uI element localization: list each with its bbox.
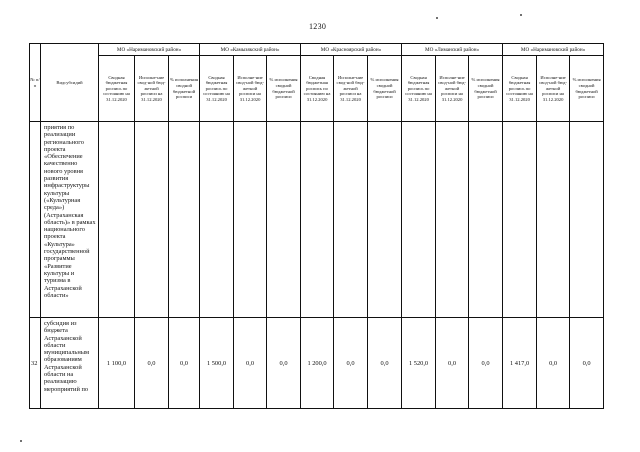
budget-list-cell: 1 520,0 <box>402 318 436 409</box>
row-number: 32 <box>30 318 41 409</box>
percent-cell <box>469 122 503 318</box>
percent-cell <box>570 122 604 318</box>
budget-list-header: Сводная бюджетная роспись по состоянию на 31.12.2020 <box>203 74 230 102</box>
budget-list-header: Сводная бюджетная роспись по состоянию на 31.12.2020 <box>506 74 533 102</box>
execution-cell <box>334 122 368 318</box>
percent-cell: 0,0 <box>368 318 402 409</box>
execution-cell: 0,0 <box>135 318 169 409</box>
budget-list-cell: 1 200,0 <box>301 318 334 409</box>
district-header: МО «Лиманский район» <box>402 44 503 56</box>
execution-cell: 0,0 <box>537 318 570 409</box>
header-row-districts <box>30 44 604 56</box>
percent-cell <box>267 122 301 318</box>
percent-header: % исполнения сводной бюджетной росписи <box>170 77 199 100</box>
execution-cell <box>135 122 169 318</box>
budget-list-cell <box>402 122 436 318</box>
percent-header: % исполнения сводной бюджетной росписи <box>471 77 500 100</box>
page-number: 1230 <box>309 22 327 31</box>
header-row-metrics <box>30 56 604 122</box>
budget-list-header: Сводная бюджетная роспись по состоянию на 31.12.2020 <box>103 74 130 102</box>
scan-speck <box>436 17 438 19</box>
execution-header: Исполне-ние свод-ной бюд-жетной росписи на 31.12.2020 <box>336 74 365 102</box>
row-description: субсидия из бюджета Астраханской области муниципальным образованиям Астраханской области на реализацию мероприятий по <box>41 318 99 409</box>
table-row <box>30 122 604 318</box>
budget-list-cell <box>99 122 135 318</box>
district-header: МО «Наримановский район» <box>99 44 200 56</box>
scan-speck <box>20 440 22 442</box>
percent-header: % исполнения сводной бюджетной росписи <box>370 77 399 100</box>
percent-cell: 0,0 <box>267 318 301 409</box>
budget-list-header: Сводная бюджетная роспись по состоянию на 31.12.2020 <box>405 74 432 102</box>
execution-cell <box>537 122 570 318</box>
execution-cell <box>436 122 469 318</box>
execution-header: Исполне-ние свод-ной бюд-жетной росписи на 31.12.2020 <box>438 74 467 102</box>
execution-cell <box>234 122 267 318</box>
budget-list-header: Сводная бюджетная роспись по состоянию на 31.12.2020 <box>303 74 331 102</box>
execution-header: Исполне-ние свод-ной бюд-жетной росписи на 31.12.2020 <box>539 74 568 102</box>
budget-list-cell <box>301 122 334 318</box>
percent-header: % исполнения сводной бюджетной росписи <box>572 77 601 100</box>
execution-cell: 0,0 <box>234 318 267 409</box>
scan-speck <box>520 14 522 16</box>
budget-list-cell <box>200 122 234 318</box>
percent-cell: 0,0 <box>169 318 200 409</box>
budget-list-cell: 1 500,0 <box>200 318 234 409</box>
execution-cell: 0,0 <box>334 318 368 409</box>
execution-header: Исполне-ние свод-ной бюд-жетной росписи на 31.12.2020 <box>137 74 166 102</box>
row-description: приятия по реализации регионального проекта «Обеспечение качественно нового уровня развития инфраструктуры культуры («Культурная среда») (Астраханская область)» в рамках национального проекта «Культура» государственной программы «Развитие культуры и туризма в Астраханской области» <box>41 122 99 318</box>
execution-header: Исполне-ние свод-ной бюд-жетной росписи на 31.12.2020 <box>236 74 265 102</box>
subsidy-table <box>29 43 604 409</box>
percent-header: % исполнения сводной бюджетной росписи <box>269 77 298 100</box>
execution-cell: 0,0 <box>436 318 469 409</box>
col-number-header: № п/п <box>30 44 41 122</box>
district-header: МО «Красноярский район» <box>301 44 402 56</box>
budget-list-cell: 1 417,0 <box>503 318 537 409</box>
district-header: МО «Камызякский район» <box>200 44 301 56</box>
percent-cell: 0,0 <box>570 318 604 409</box>
budget-list-cell <box>503 122 537 318</box>
row-number <box>30 122 41 318</box>
percent-cell: 0,0 <box>469 318 503 409</box>
budget-list-cell: 1 100,0 <box>99 318 135 409</box>
table-row <box>30 318 604 409</box>
district-header: МО «Наримановский район» <box>503 44 604 56</box>
col-type-header: Видсубсидий <box>41 44 99 122</box>
percent-cell <box>169 122 200 318</box>
percent-cell <box>368 122 402 318</box>
